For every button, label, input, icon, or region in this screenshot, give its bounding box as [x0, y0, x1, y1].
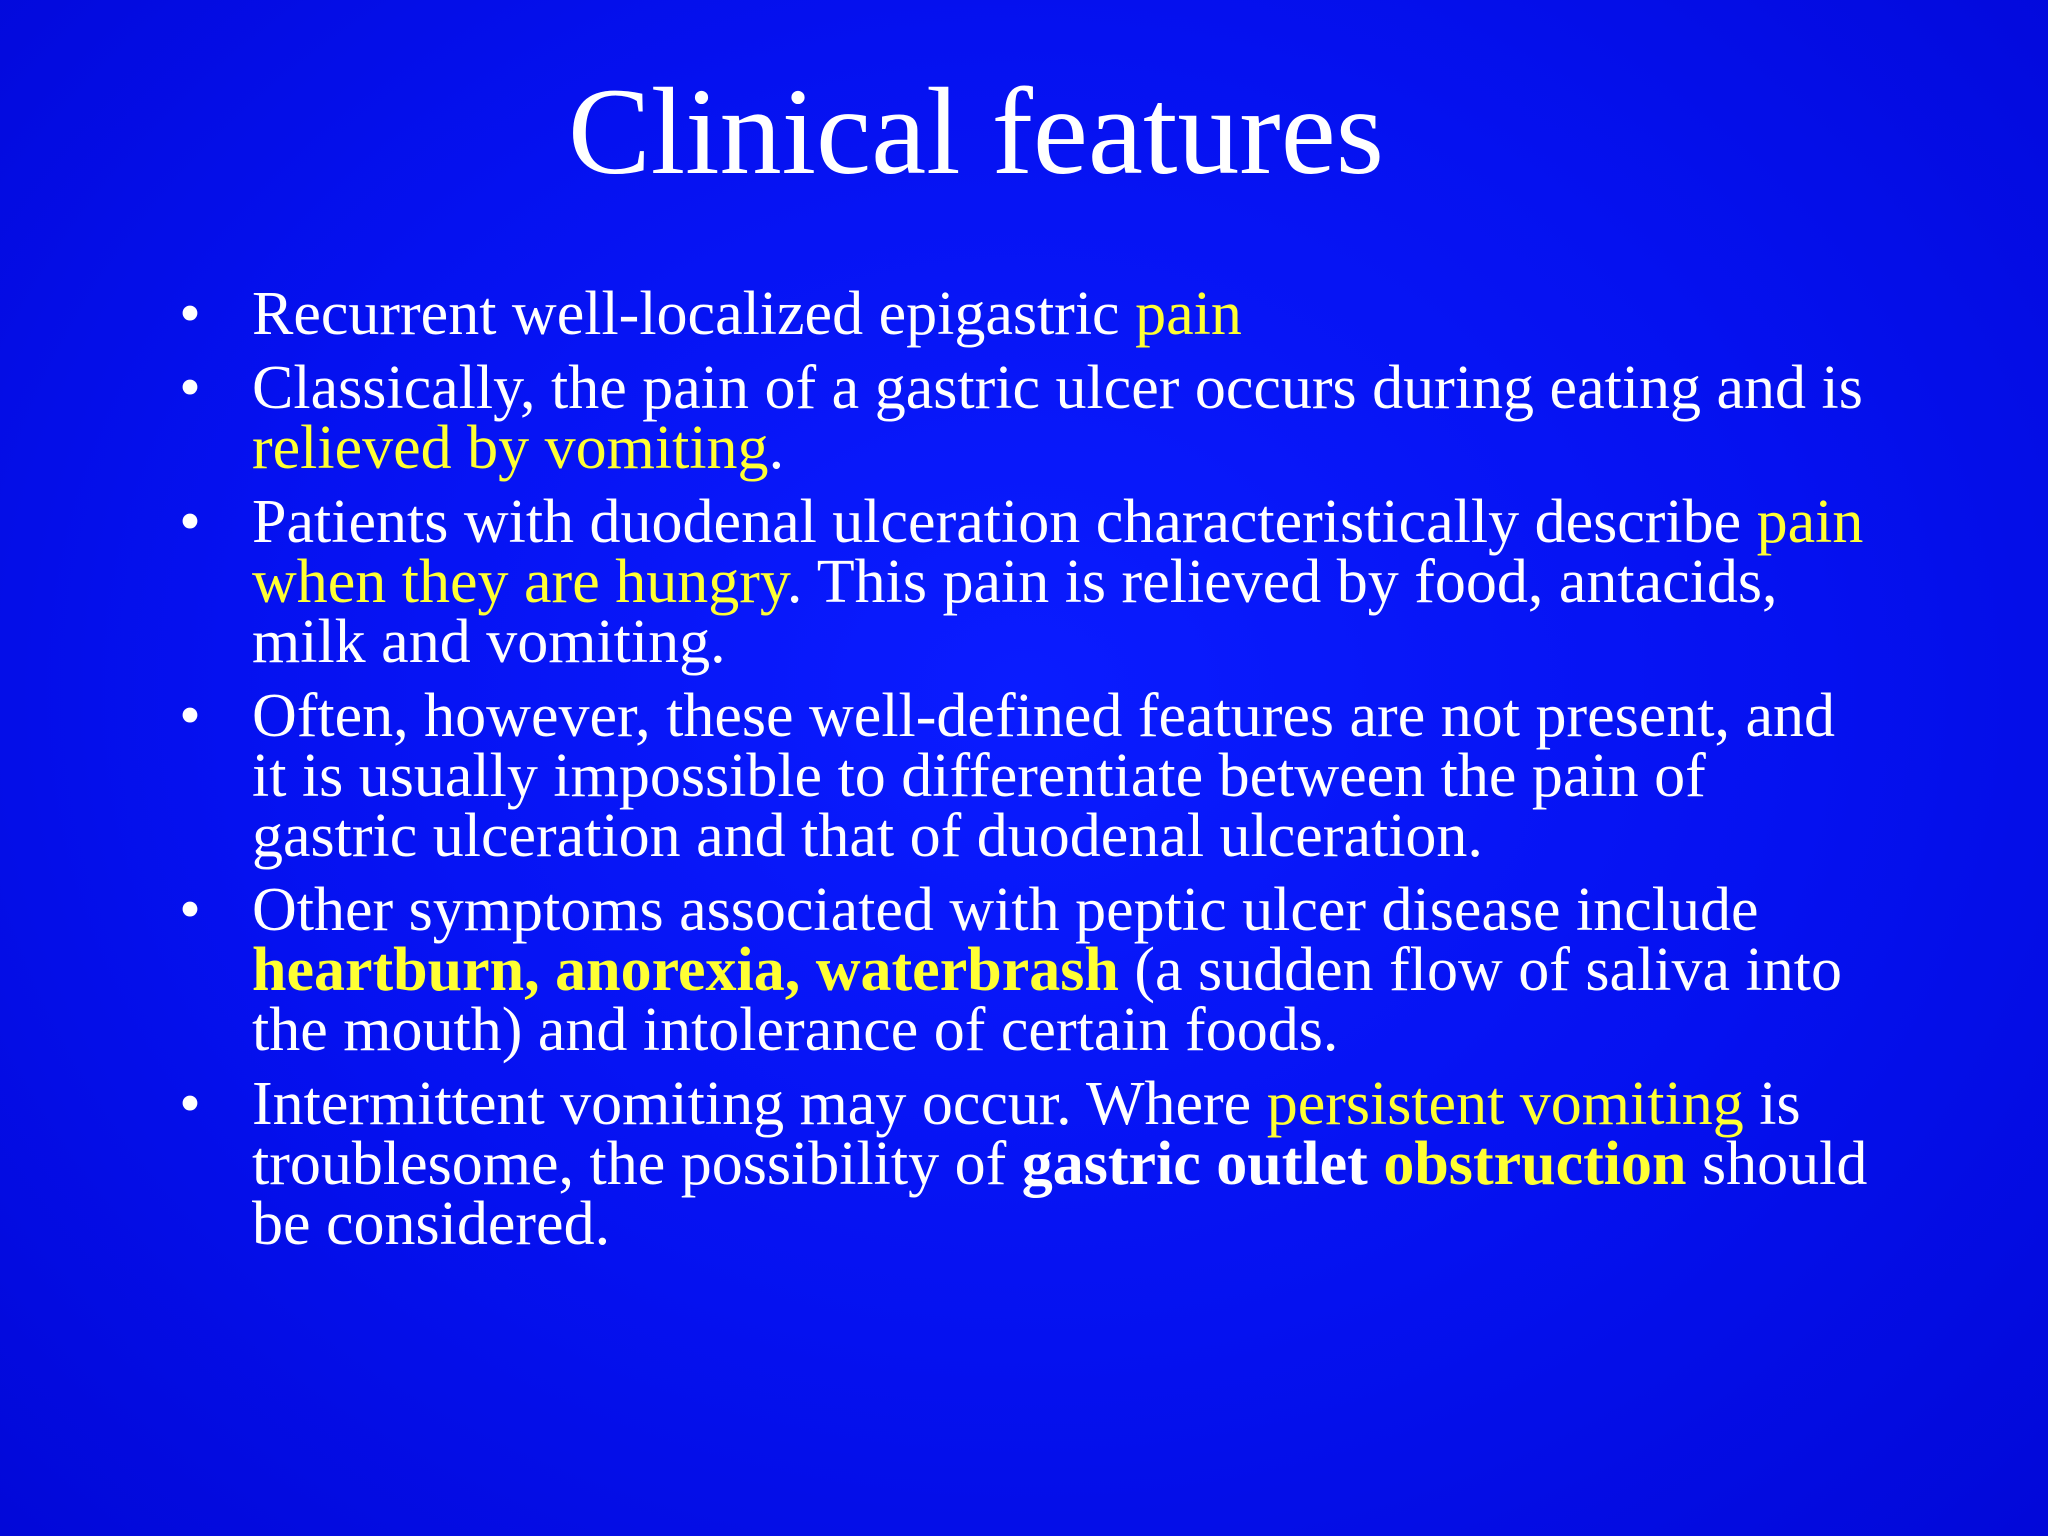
bullet-marker: • [179, 1070, 201, 1138]
bullet-text-segment: . This pain is relieved by food, antacids, milk and vomiting. [252, 548, 1778, 676]
bullet-text-segment: (a sudden flow of saliva into the mouth) and intolerance of certain foods. [252, 936, 1842, 1064]
bullet-marker: • [179, 876, 201, 944]
bullet-text-segment: Other symptoms associated with peptic ulcer disease include [252, 876, 1759, 944]
bullet-text [252, 354, 1863, 482]
bullet-text-segment: Recurrent well-localized epigastric [252, 280, 1136, 348]
bullet-text-segment: Intermittent vomiting may occur. Where [252, 1070, 1267, 1138]
bullet-item [170, 682, 1870, 870]
bullet-text-segment: Patients with duodenal ulceration characteristically describe [252, 488, 1757, 556]
highlighted-text: obstruction [1383, 1130, 1687, 1198]
highlighted-text: persistent vomiting [1266, 1070, 1744, 1138]
bullet-text [252, 1070, 1867, 1258]
bullet-text-segment: is troublesome, the possibility of [252, 1070, 1801, 1198]
bullet-marker: • [179, 280, 201, 348]
bullet-item [170, 488, 1870, 676]
bullet-item [170, 280, 1870, 348]
slide-title: Clinical features [568, 63, 1384, 200]
bullet-text [252, 682, 1835, 870]
bullet-text-segment: should be considered. [252, 1130, 1868, 1258]
bullet-item [170, 1070, 1870, 1258]
bullet-item [170, 876, 1870, 1064]
bullet-list [170, 280, 1870, 1268]
bullet-marker: • [179, 354, 201, 422]
bullet-marker: • [179, 682, 201, 750]
bullet-text [252, 488, 1863, 676]
highlighted-text: relieved by vomiting [252, 414, 769, 482]
bullet-text [252, 876, 1842, 1064]
bullet-text-segment: Often, however, these well-defined features are not present, and it is usually impossible to differentiate between the pain of gastric ulceration and that of duodenal ulceration. [252, 682, 1835, 870]
highlighted-text: pain [1135, 280, 1242, 348]
highlighted-text: heartburn, anorexia, waterbrash [252, 936, 1119, 1004]
bullet-marker: • [179, 488, 201, 556]
highlighted-text: pain when they are hungry [252, 488, 1864, 616]
bullet-text [252, 280, 1242, 348]
bullet-text-segment: gastric outlet [1021, 1130, 1384, 1198]
bullet-text-segment: . [768, 414, 785, 482]
bullet-item [170, 354, 1870, 482]
bullet-text-segment: Classically, the pain of a gastric ulcer occurs during eating and is [252, 354, 1863, 422]
